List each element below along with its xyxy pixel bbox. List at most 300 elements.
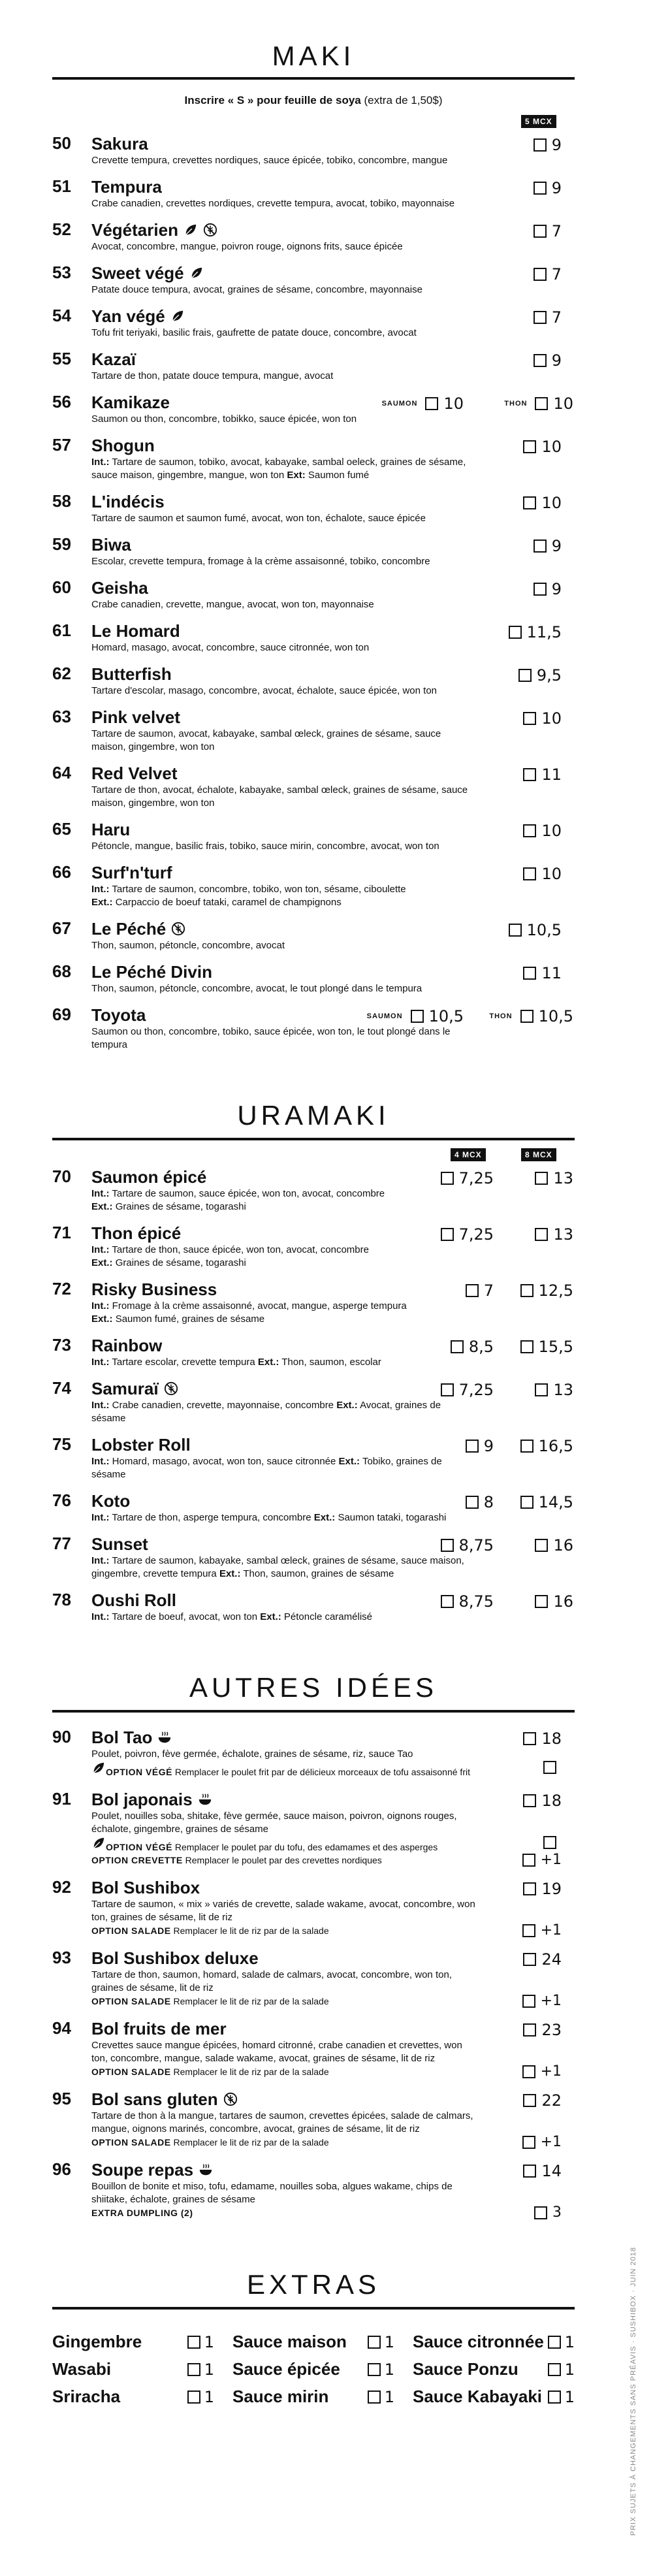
price-4mcx: [441, 1225, 494, 1244]
order-checkbox[interactable]: [548, 2336, 561, 2349]
ext-label: Ext.:: [91, 1257, 113, 1268]
price: [509, 623, 562, 641]
price-value: 23: [541, 2021, 562, 2039]
item-description: [91, 728, 477, 754]
extra-price: [548, 2333, 575, 2351]
item-name-text: Thon épicé: [91, 1223, 182, 1243]
gluten-free-icon: [164, 1381, 178, 1396]
int-label: Int.:: [91, 1456, 110, 1467]
price-8mcx: [535, 1592, 573, 1611]
option-price-value: +1: [540, 2134, 562, 2150]
menu-item: [52, 1167, 575, 1214]
item-number: 67: [52, 918, 71, 938]
menu-item: [52, 1789, 575, 1867]
menu-item: [52, 176, 575, 210]
item-description: [91, 1554, 477, 1581]
item-name-text: Butterfish: [91, 664, 172, 684]
gluten-free-icon: [203, 223, 217, 237]
divider: [52, 2307, 575, 2310]
order-checkbox[interactable]: [534, 539, 547, 553]
item-number: 78: [52, 1590, 71, 1609]
order-checkbox[interactable]: [520, 1440, 534, 1453]
menu-item: [52, 1005, 575, 1052]
menu-item: [52, 1877, 575, 1937]
item-name: [91, 707, 477, 728]
desc-text: Thon, saumon, pétoncle, concombre, avocat, le tout plongé dans le tempura: [91, 983, 422, 994]
order-checkbox[interactable]: [534, 583, 547, 596]
option-checkbox[interactable]: [534, 2206, 547, 2219]
item-name: [91, 918, 477, 939]
order-checkbox[interactable]: [441, 1228, 454, 1241]
option-checkbox[interactable]: [522, 1924, 535, 1937]
price: [523, 1880, 562, 1898]
order-checkbox[interactable]: [509, 924, 522, 937]
price-value: 9: [551, 537, 562, 555]
item-name: [91, 435, 477, 456]
price-value: 10: [541, 865, 562, 883]
price-saumon: [367, 1007, 464, 1025]
order-checkbox[interactable]: [535, 1539, 548, 1552]
item-name: [91, 2089, 477, 2110]
item-description: [91, 283, 477, 297]
order-checkbox[interactable]: [523, 1794, 536, 1807]
ext-label: Ext.:: [257, 1357, 279, 1368]
order-checkbox[interactable]: [509, 626, 522, 639]
extra-item: [52, 2387, 214, 2407]
item-name-text: Risky Business: [91, 1280, 217, 1299]
order-checkbox[interactable]: [451, 1340, 464, 1353]
price-thon-label: THON: [504, 400, 528, 408]
item-name-text: Oushi Roll: [91, 1590, 176, 1610]
order-checkbox[interactable]: [534, 138, 547, 152]
extra-name: Sauce Kabayaki: [413, 2387, 543, 2406]
item-number: 93: [52, 1948, 71, 1967]
item-description: [91, 413, 477, 426]
soy-note-extra: (extra de 1,50$): [364, 94, 443, 106]
option-price: [522, 1924, 562, 1937]
order-checkbox[interactable]: [187, 2391, 200, 2404]
price: [523, 1792, 562, 1810]
price: [523, 822, 562, 840]
price-4mcx-value: 8,5: [468, 1338, 494, 1356]
price-value: 18: [541, 1730, 562, 1748]
item-number: 92: [52, 1877, 71, 1897]
order-checkbox[interactable]: [523, 768, 536, 781]
bowl-icon: [157, 1730, 172, 1745]
item-number: 54: [52, 306, 71, 325]
order-checkbox[interactable]: [466, 1496, 479, 1509]
option-price-value: +1: [540, 2063, 562, 2080]
option-text: Remplacer le poulet par des crevettes nordiques: [185, 1855, 382, 1865]
extra-price-value: 1: [564, 2332, 575, 2351]
item-number: 90: [52, 1727, 71, 1747]
option-label: OPTION SALADE: [91, 1996, 171, 2006]
menu-item: [52, 1534, 575, 1581]
order-checkbox[interactable]: [548, 2363, 561, 2376]
extra-name: Sauce épicée: [232, 2359, 340, 2379]
order-checkbox[interactable]: [534, 354, 547, 367]
order-checkbox[interactable]: [548, 2391, 561, 2404]
extras-title: EXTRAS: [246, 2269, 381, 2300]
desc-text: Tartare de saumon, avocat, kabayake, sambal œleck, graines de sésame, sauce maison, gingembre, won ton: [91, 728, 441, 752]
order-checkbox[interactable]: [535, 1228, 548, 1241]
desc-text: Tartare de saumon et saumon fumé, avocat, won ton, échalote, sauce épicée: [91, 513, 426, 524]
desc-text: Saumon ou thon, concombre, tobikko, sauce épicée, won ton: [91, 413, 357, 425]
menu-item: [52, 620, 575, 654]
item-description: [91, 555, 477, 568]
option-text: Remplacer le lit de riz par de la salade: [173, 2067, 329, 2077]
desc-text: Thon, saumon, pétoncle, concombre, avocat: [91, 940, 285, 951]
item-description: [91, 641, 477, 654]
price-saumon-value: 10,5: [428, 1007, 464, 1025]
option-price-value: +1: [540, 1993, 562, 2009]
maki-list: [52, 133, 575, 1052]
extra-item: [232, 2359, 394, 2380]
order-checkbox[interactable]: [523, 712, 536, 725]
price-8mcx-value: 16: [553, 1592, 573, 1611]
price-4mcx: [466, 1493, 494, 1511]
item-name-text: Bol japonais: [91, 1790, 193, 1809]
order-checkbox[interactable]: [535, 1383, 548, 1396]
leaf-icon: [91, 1836, 106, 1850]
extra-name: Sriracha: [52, 2387, 121, 2406]
item-name-text: Bol Tao: [91, 1728, 153, 1747]
item-number: 50: [52, 133, 71, 153]
item-number: 61: [52, 620, 71, 640]
ext-text: Graines de sésame, togarashi: [115, 1201, 246, 1212]
item-name-text: Bol Sushibox: [91, 1878, 200, 1897]
price-8mcx-value: 13: [553, 1169, 573, 1187]
item-number: 55: [52, 349, 71, 368]
price-4mcx: [441, 1592, 494, 1611]
item-number: 63: [52, 707, 71, 726]
order-checkbox[interactable]: [520, 1010, 534, 1023]
option-checkbox[interactable]: [522, 1854, 535, 1867]
item-name: [91, 577, 477, 598]
extra-item: [413, 2332, 575, 2353]
price-8mcx: [535, 1536, 573, 1554]
order-checkbox[interactable]: [441, 1595, 454, 1608]
option-checkbox[interactable]: [522, 2065, 535, 2078]
order-checkbox[interactable]: [535, 397, 548, 410]
menu-item: [52, 1590, 575, 1624]
price: [534, 179, 562, 197]
bowl-icon: [199, 2163, 213, 2177]
item-number: 91: [52, 1789, 71, 1809]
item-number: 66: [52, 862, 71, 882]
ext-text: Thon, saumon, escolar: [281, 1357, 381, 1368]
order-checkbox[interactable]: [368, 2391, 381, 2404]
order-checkbox[interactable]: [368, 2363, 381, 2376]
order-checkbox[interactable]: [534, 268, 547, 281]
item-description: [91, 684, 477, 698]
item-name: [91, 306, 477, 327]
item-option: [91, 1922, 562, 1939]
order-checkbox[interactable]: [441, 1539, 454, 1552]
extra-price-value: 1: [204, 2360, 214, 2379]
order-checkbox[interactable]: [535, 1595, 548, 1608]
item-name: [91, 491, 477, 512]
order-checkbox[interactable]: [534, 182, 547, 195]
price-saumon-label: SAUMON: [381, 400, 418, 408]
desc-text: Saumon ou thon, concombre, tobiko, sauce épicée, won ton, le tout plongé dans le tempura: [91, 1026, 451, 1050]
int-label: Int.:: [91, 1611, 110, 1622]
item-name-text: Végétarien: [91, 220, 178, 240]
item-number: 56: [52, 392, 71, 411]
order-checkbox[interactable]: [187, 2336, 200, 2349]
option-price: [522, 2136, 562, 2149]
option-label: OPTION VÉGÉ: [106, 1842, 172, 1852]
ext-label: Ext.:: [91, 1201, 113, 1212]
option-checkbox[interactable]: [522, 2136, 535, 2149]
price-thon: [504, 394, 573, 413]
item-description: [91, 784, 477, 810]
order-checkbox[interactable]: [523, 1953, 536, 1966]
item-description: [91, 456, 477, 482]
item-name-text: Bol fruits de mer: [91, 2019, 227, 2038]
desc-text: Tartare de thon, avocat, échalote, kabayake, sambal œleck, graines de sésame, sauce maison, gingembre, won ton: [91, 784, 468, 809]
order-checkbox[interactable]: [441, 1383, 454, 1396]
price-value: 10: [541, 822, 562, 840]
item-option: [91, 1993, 562, 2009]
order-checkbox[interactable]: [523, 1732, 536, 1745]
item-description: [91, 883, 477, 909]
price: [534, 537, 562, 555]
price: [523, 709, 562, 728]
order-checkbox[interactable]: [187, 2363, 200, 2376]
item-number: 65: [52, 819, 71, 839]
item-description: [91, 370, 477, 383]
item-description: [91, 1898, 477, 1924]
item-number: 95: [52, 2089, 71, 2108]
price-value: 19: [541, 1880, 562, 1898]
price-value: 7: [551, 308, 562, 327]
extra-price: [368, 2388, 394, 2406]
item-name: [91, 349, 477, 370]
price-4mcx-value: 9: [483, 1437, 494, 1455]
item-number: 51: [52, 176, 71, 196]
item-name-text: Le Péché Divin: [91, 962, 212, 982]
item-description: [91, 598, 477, 611]
item-name: [91, 219, 477, 240]
option-checkbox[interactable]: [543, 1761, 556, 1774]
order-checkbox[interactable]: [523, 496, 536, 509]
order-checkbox[interactable]: [368, 2336, 381, 2349]
item-name-text: Le Homard: [91, 621, 180, 641]
price-saumon-label: SAUMON: [366, 1012, 403, 1020]
order-checkbox[interactable]: [523, 824, 536, 837]
price-4mcx: [441, 1169, 494, 1187]
item-name: [91, 2018, 477, 2039]
price-8mcx-value: 15,5: [538, 1338, 573, 1356]
leaf-icon: [189, 266, 204, 280]
order-checkbox[interactable]: [466, 1284, 479, 1297]
ext-label: Ext.:: [91, 897, 113, 908]
price-saumon-value: 10: [443, 394, 464, 413]
option-label: EXTRA DUMPLING (2): [91, 2208, 193, 2218]
extra-name: Sauce Ponzu: [413, 2359, 518, 2379]
order-checkbox[interactable]: [441, 1172, 454, 1185]
extra-price-value: 1: [564, 2360, 575, 2379]
price-4mcx: [441, 1536, 494, 1554]
order-checkbox[interactable]: [535, 1172, 548, 1185]
item-description: [91, 1399, 477, 1425]
extra-name: Sauce mirin: [232, 2387, 329, 2406]
price: [523, 1950, 562, 1969]
ext-text: Avocat, graines de sésame: [91, 1400, 441, 1424]
desc-text: Poulet, poivron, fève germée, échalote, graines de sésame, riz, sauce Tao: [91, 1748, 413, 1760]
menu-item: [52, 534, 575, 568]
item-number: 96: [52, 2159, 71, 2179]
ext-text: Saumon fumé, graines de sésame: [115, 1313, 265, 1325]
ext-text: Saumon tataki, togarashi: [338, 1512, 447, 1523]
desc-text: Tartare de saumon, sauce épicée, won ton, avocat, concombre: [112, 1188, 385, 1199]
ext-label: Ext.:: [91, 1313, 113, 1325]
option-price: [534, 2206, 562, 2219]
price-value: 9: [551, 136, 562, 154]
order-checkbox[interactable]: [523, 2165, 536, 2178]
price: [523, 2091, 562, 2110]
bowl-icon: [198, 1792, 212, 1807]
order-checkbox[interactable]: [520, 1496, 534, 1509]
price-8mcx-value: 16,5: [538, 1437, 573, 1455]
item-number: 57: [52, 435, 71, 455]
item-name-text: Sakura: [91, 134, 148, 153]
item-option: [91, 1836, 477, 1854]
item-name: [91, 534, 477, 555]
maki-col-header: [52, 115, 575, 133]
item-name-text: Yan végé: [91, 306, 165, 326]
menu-item: [52, 763, 575, 810]
item-name: [91, 1335, 477, 1356]
order-checkbox[interactable]: [411, 1010, 424, 1023]
order-checkbox[interactable]: [523, 867, 536, 880]
price: [523, 765, 562, 784]
order-checkbox[interactable]: [518, 669, 532, 682]
extra-name: Gingembre: [52, 2332, 142, 2351]
price: [523, 865, 562, 883]
order-checkbox[interactable]: [523, 440, 536, 453]
item-name-text: Surf'n'turf: [91, 863, 172, 882]
option-price-value: +1: [540, 1922, 562, 1939]
desc-text: Crabe canadien, crevette, mangue, avocat, won ton, mayonnaise: [91, 599, 374, 610]
desc-text: Tartare de thon, sauce épicée, won ton, avocat, concombre: [112, 1244, 369, 1255]
item-number: 72: [52, 1279, 71, 1298]
item-number: 73: [52, 1335, 71, 1355]
item-name-text: Tempura: [91, 177, 162, 197]
order-checkbox[interactable]: [520, 1284, 534, 1297]
option-price: [522, 1995, 562, 2008]
price: [523, 494, 562, 512]
price-4mcx: [441, 1381, 494, 1399]
item-name-text: Le Péché: [91, 919, 167, 939]
option-text: Remplacer le poulet frit par de délicieux morceaux de tofu assaisonné frit: [174, 1767, 470, 1777]
desc-text: Tartare de saumon, concombre, tobiko, won ton, sésame, ciboulette: [112, 884, 406, 895]
item-name-text: Kazaï: [91, 349, 136, 369]
divider: [52, 1710, 575, 1713]
side-disclaimer: PRIX SUJETS À CHANGEMENTS SANS PRÉAVIS · SUSHIBOX · JUIN 2018: [629, 2247, 637, 2536]
order-checkbox[interactable]: [534, 225, 547, 238]
item-name-text: Pink velvet: [91, 707, 180, 727]
item-name: [91, 2159, 477, 2180]
menu-item: [52, 819, 575, 853]
item-name: [91, 1789, 477, 1810]
gluten-free-icon: [171, 922, 185, 936]
item-description: [91, 939, 477, 952]
desc-text: Fromage à la crème assaisonné, avocat, mangue, asperge tempura: [112, 1300, 407, 1312]
extras-list: [52, 2332, 575, 2407]
ext-label: Ext.:: [219, 1568, 241, 1579]
menu-item: [52, 664, 575, 698]
item-name-text: Rainbow: [91, 1336, 163, 1355]
item-description: [91, 1810, 477, 1836]
leaf-icon: [170, 309, 185, 323]
price: [518, 666, 562, 684]
price-4mcx-value: 7,25: [458, 1225, 494, 1244]
int-label: Int.:: [91, 1300, 110, 1312]
item-name: [91, 862, 477, 883]
option-checkbox[interactable]: [522, 1995, 535, 2008]
price-8mcx: [520, 1437, 573, 1455]
option-price: [543, 1836, 562, 1849]
item-name: [91, 1590, 477, 1611]
order-checkbox[interactable]: [523, 2023, 536, 2037]
ext-text: Carpaccio de boeuf tataki, caramel de champignons: [115, 897, 342, 908]
item-number: 68: [52, 961, 71, 981]
item-description: [91, 1748, 477, 1761]
uramaki-title: URAMAKI: [237, 1100, 390, 1131]
item-description: [91, 1611, 477, 1624]
order-checkbox[interactable]: [534, 311, 547, 324]
price: [534, 351, 562, 370]
price-8mcx-value: 16: [553, 1536, 573, 1554]
price: [534, 136, 562, 154]
extra-price: [548, 2360, 575, 2379]
order-checkbox[interactable]: [523, 967, 536, 980]
int-label: Int.:: [91, 1512, 110, 1523]
order-checkbox[interactable]: [523, 1882, 536, 1895]
menu-item: [52, 219, 575, 253]
order-checkbox[interactable]: [520, 1340, 534, 1353]
extra-price: [368, 2360, 394, 2379]
item-number: 62: [52, 664, 71, 683]
price-value: 9,5: [536, 666, 562, 684]
item-description: [91, 1969, 477, 1995]
price-8mcx: [520, 1281, 573, 1300]
item-description: [91, 1244, 477, 1270]
desc-text: Tartare d'escolar, masago, concombre, avocat, échalote, sauce épicée, won ton: [91, 685, 437, 696]
item-number: 71: [52, 1223, 71, 1242]
order-checkbox[interactable]: [466, 1440, 479, 1453]
extra-price-value: 1: [564, 2387, 575, 2406]
option-checkbox[interactable]: [543, 1836, 556, 1849]
int-label: Int.:: [91, 1357, 110, 1368]
item-name: [91, 620, 477, 641]
item-description: [91, 327, 477, 340]
item-number: 75: [52, 1434, 71, 1454]
menu-item: [52, 1948, 575, 2008]
desc-text: Tartare de boeuf, avocat, won ton: [112, 1611, 258, 1622]
maki-title: MAKI: [272, 40, 355, 71]
item-number: 64: [52, 763, 71, 782]
extra-price-value: 1: [204, 2332, 214, 2351]
order-checkbox[interactable]: [523, 2094, 536, 2107]
desc-text: Crevettes sauce mangue épicées, homard citronné, crabe canadien et crevettes, won ton, concombre, mangue, salade wakame, avocat, graines de sésame, lit de riz: [91, 2040, 462, 2064]
extra-name: Wasabi: [52, 2359, 112, 2379]
int-label: Int.:: [91, 1188, 110, 1199]
price: [523, 2162, 562, 2180]
order-checkbox[interactable]: [425, 397, 438, 410]
